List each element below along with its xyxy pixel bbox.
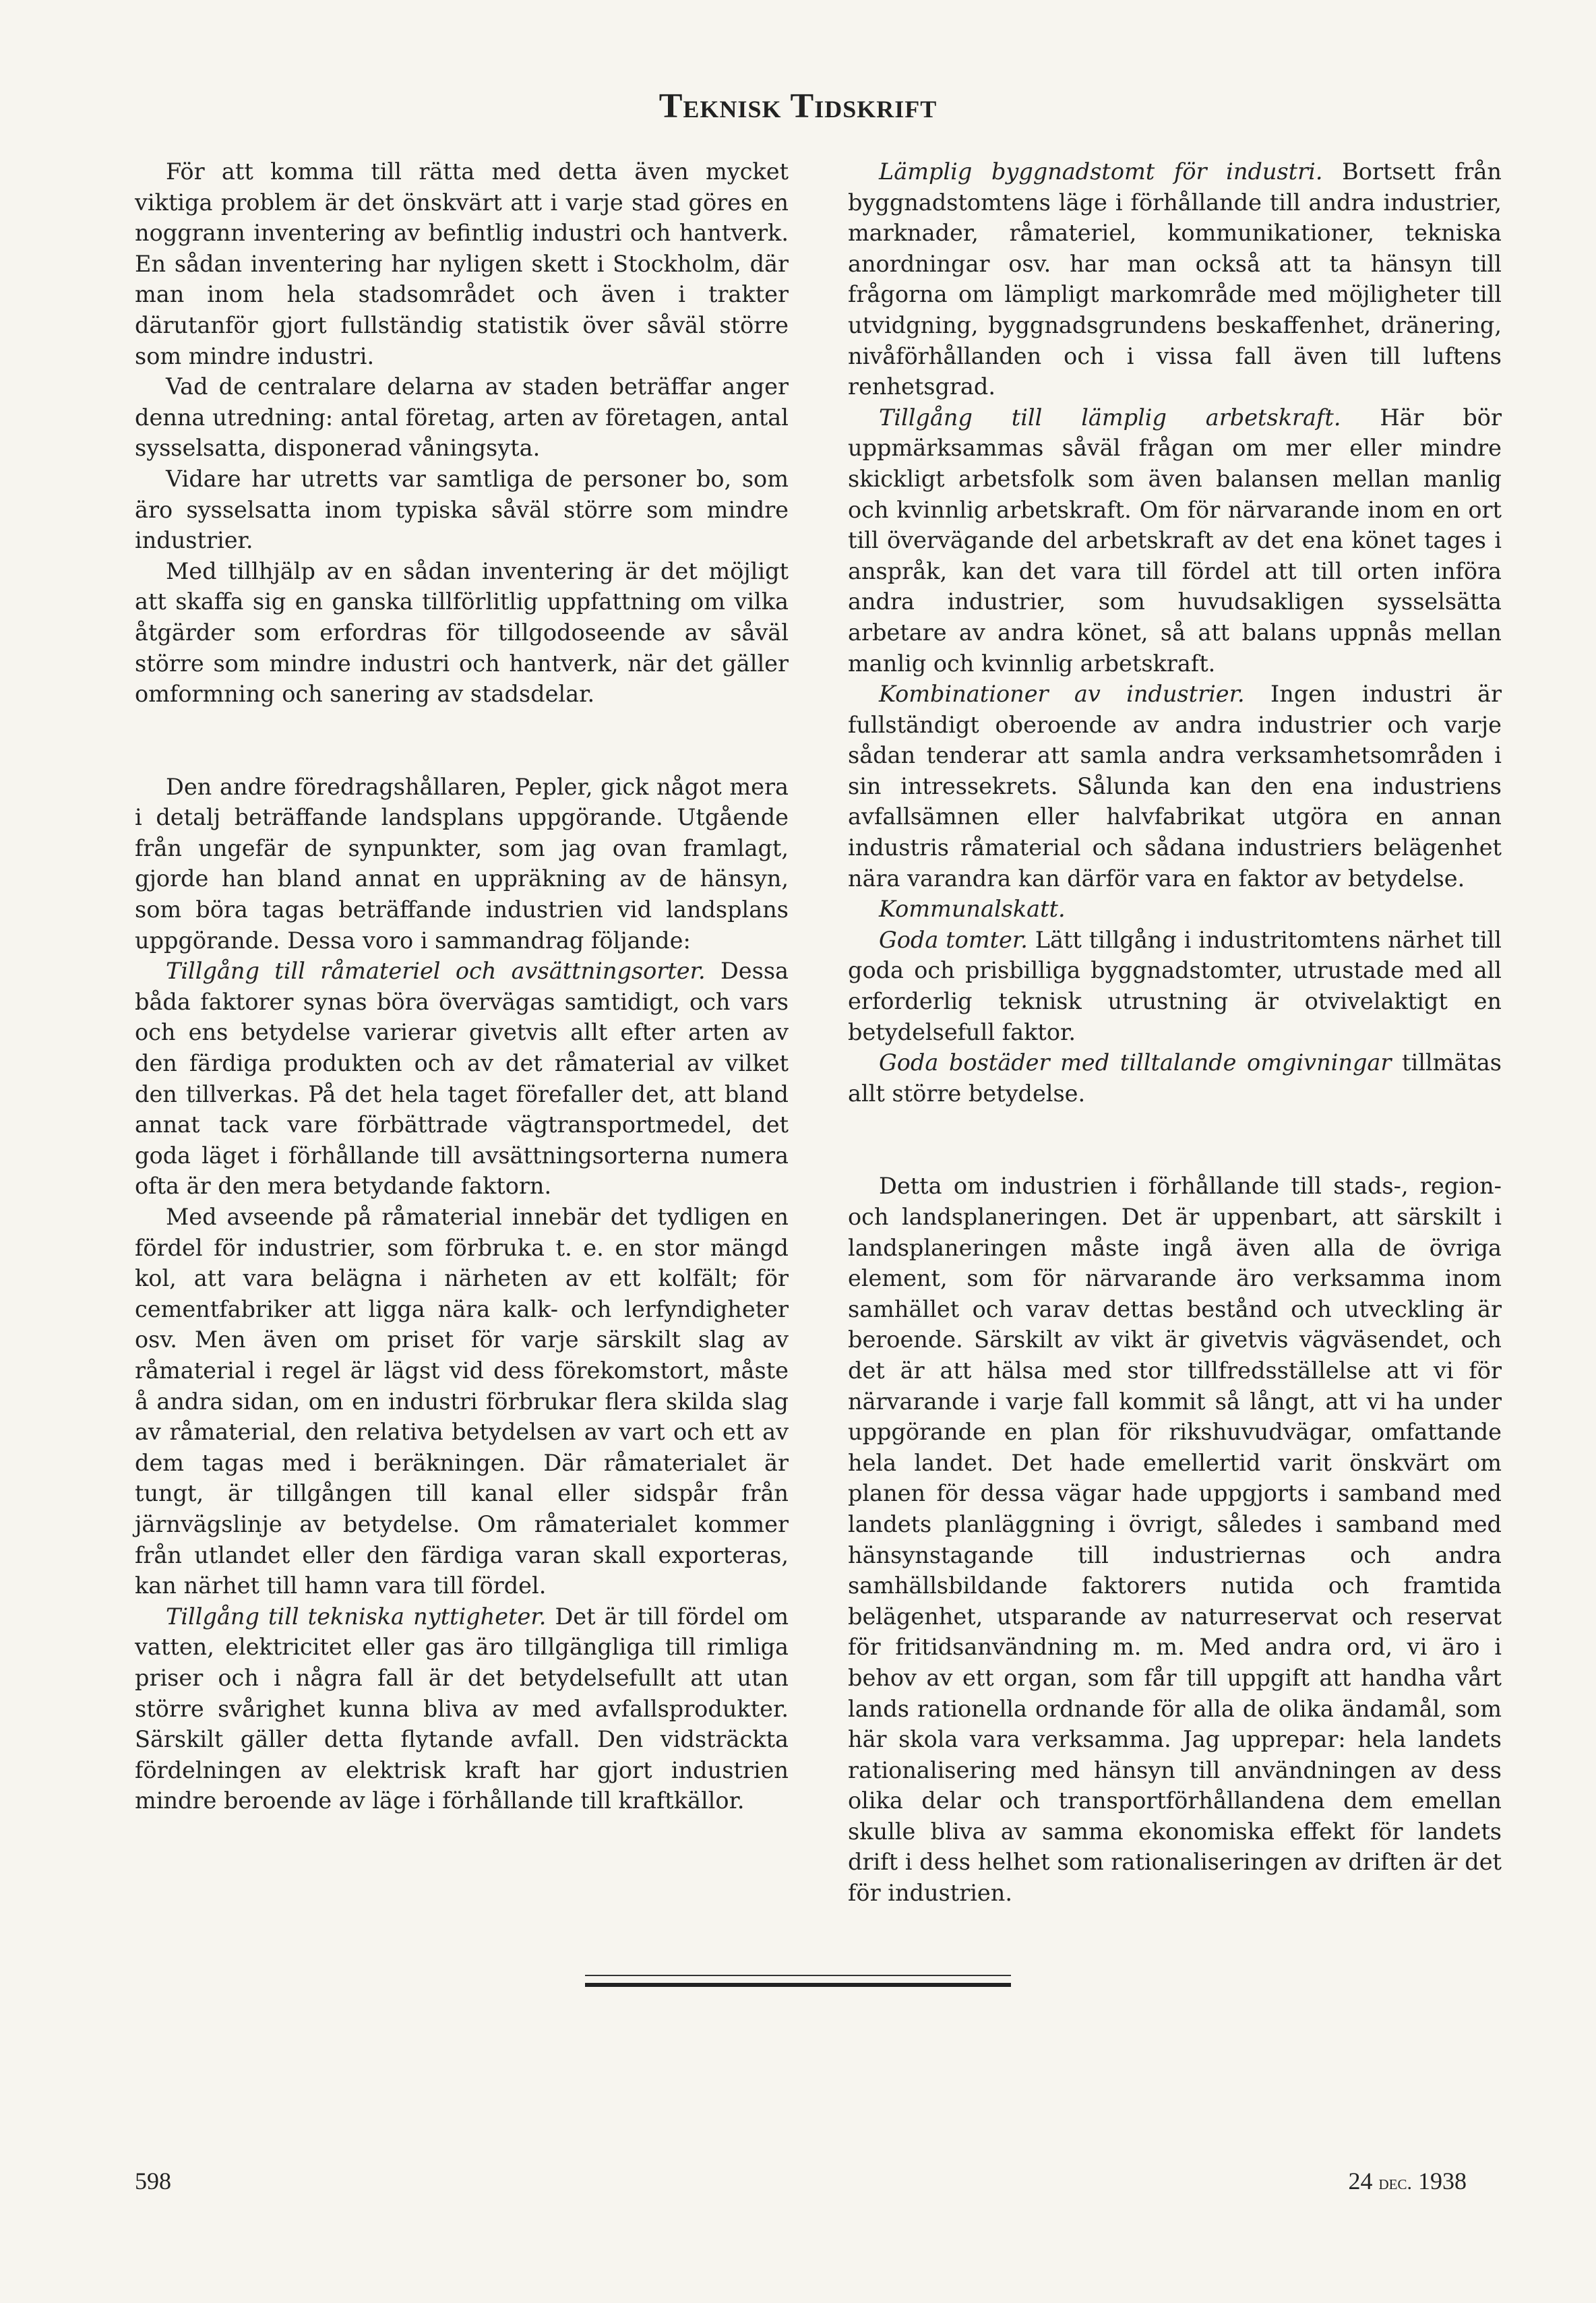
paragraph-text: Med tillhjälp av en sådan inventering är det möjligt att skaffa sig en ganska tillförlitlig uppfattning om vilka åtgärder som erfordras för tillgodoseende av såväl större som mindre industri och hantverk, när det gäller omformning och sanering av stadsdelar.	[135, 557, 789, 708]
issue-date	[1349, 2167, 1467, 2195]
paragraph	[848, 679, 1502, 894]
paragraph-text: Bortsett från byggnadstomtens läge i förhållande till andra industrier, marknader, råmateriel, kommunikationer, tekniska anordningar osv. har man också att ta hänsyn till frågorna om lämpligt markområde med möjligheter till utvidgning, byggnadsgrundens beskaffenhet, dränering, nivåförhållanden och i vissa fall även till luftens renhetsgrad.	[848, 158, 1502, 400]
left-column	[135, 156, 789, 1816]
paragraph	[848, 156, 1502, 402]
paragraph-text: Det är till fördel om vatten, elektricitet eller gas äro tillgängliga till rimliga priser och i några fall är det betydelsefullt att utan större svårighet kunna bliva av med avfallsprodukter. Särskilt gäller detta flytande avfall. Den vidsträckta fördelningen av elektrisk kraft har gjort industrien mindre beroende av läge i förhållande till kraftkällor.	[135, 1603, 789, 1814]
paragraph	[848, 1171, 1502, 1908]
paragraph-lead: Lämplig byggnadstomt för industri.	[879, 158, 1323, 185]
paragraph	[848, 925, 1502, 1047]
paragraph-lead: Goda tomter.	[879, 926, 1028, 953]
paragraph-lead: Kommunalskatt.	[879, 896, 1066, 923]
paragraph-lead: Tillgång till råmateriel och avsättningsorter.	[166, 958, 706, 985]
issue-date-year: 1938	[1418, 2168, 1467, 2194]
paragraph-text: tillmätas allt större betydelse.	[848, 1049, 1502, 1107]
divider-thick-line	[585, 1983, 1011, 1987]
paragraph-text: Ingen industri är fullständigt oberoende av andra industrier och varje sådan tenderar att samla andra verksamhetsområden i sin intressekrets. Sålunda kan den ena industriens avfallsämnen eller halvfabrikat utgöra en annan industris råmaterial och sådana industriers belägenhet nära varandra kan därför vara en faktor av betydelse.	[848, 681, 1502, 892]
paragraph-text: Med avseende på råmaterial innebär det tydligen en fördel för industrier, som förbruka t. e. en stor mängd kol, att vara belägna i närheten av ett kolfält; för cementfabriker att ligga nära kalk- och lerfyndigheter osv. Men även om priset för varje särskilt slag av råmaterial i regel är lägst vid dess förekomstort, måste å andra sidan, om en industri förbrukar flera skilda slag av råmaterial, den relativa betydelsen av vart och ett av dem tagas med i beräkningen. Där råmaterialet är tungt, är tillgången till kanal eller sidspår från järnvägslinje av betydelse. Om råmaterialet kommer från utlandet eller den färdiga varan skall exporteras, kan närhet till hamn vara till fördel.	[135, 1204, 789, 1599]
section-divider	[585, 1975, 1011, 1987]
paragraph	[135, 956, 789, 1202]
paragraph	[135, 556, 789, 710]
right-column	[848, 156, 1502, 1909]
paragraph-text: Den andre föredragshållaren, Pepler, gick något mera i detalj beträffande landsplans uppgörande. Utgående från ungefär de synpunkter, som jag ovan framlagt, gjorde han bland annat en uppräkning av de hänsyn, som böra tagas beträffande industrien vid landsplans uppgörande. Dessa voro i sammandrag följande:	[135, 773, 789, 954]
paragraph	[848, 894, 1502, 925]
paragraph-text: För att komma till rätta med detta även mycket viktiga problem är det önskvärt att i varje stad göres en noggrann inventering av befintlig industri och hantverk. En sådan inventering har nyligen skett i Stockholm, där man inom hela stadsområdet och även i trakter därutanför gjort fullständig statistik över såväl större som mindre industri.	[135, 158, 789, 369]
paragraph	[135, 464, 789, 556]
paragraph-lead: Tillgång till lämplig arbetskraft.	[879, 404, 1341, 431]
paragraph	[135, 1202, 789, 1601]
page-number: 598	[135, 2168, 171, 2194]
paragraph-text: Vidare har utretts var samtliga de personer bo, som äro sysselsatta inom typiska såväl större som mindre industrier.	[135, 465, 789, 554]
paragraph-lead: Goda bostäder med tilltalande omgivningar	[879, 1049, 1392, 1076]
paragraph-text: Detta om industrien i förhållande till stads-, region- och landsplaneringen. Det är uppenbart, att särskilt i landsplaneringen måste ingå även alla de övriga element, som för närvarande äro verksamma inom samhället och varav dettas bestånd och utveckling är beroende. Särskilt av vikt är givetvis vägväsendet, och det är att hälsa med stor tillfredsställelse att vi för närvarande i varje fall kommit så långt, att vi ha under uppgörande en plan för rikshuvudvägar, omfattande hela landet. Det hade emellertid varit önskvärt om planen för dessa vägar hade uppgjorts i samband med landets planläggning i övrigt, således i samband med hänsynstagande till industriernas och andra samhällsbildande faktorers nutida och framtida belägenhet, utsparande av naturreservat och reservat för fritidsanvändning m. m. Med andra ord, vi äro i behov av ett organ, som får till uppgift att handha vårt lands rationella ordnande för alla de olika ändamål, som här skola vara verksamma. Jag upprepar: hela landets rationalisering med hänsyn till användningen av dess olika delar och transportförhållandena dem emellan skulle bliva av samma ekonomiska effekt för landets drift i dess helhet som rationaliseringen av driften är det för industrien.	[848, 1173, 1502, 1907]
paragraph	[848, 1047, 1502, 1109]
divider-thin-line	[585, 1975, 1011, 1976]
paragraph	[135, 156, 789, 371]
paragraph	[135, 1601, 789, 1816]
paragraph-text: Dessa båda faktorer synas böra övervägas samtidigt, och vars och ens betydelse varierar givetvis allt efter arten av den färdiga produkten och av det råmaterial av vilket den tillverkas. På det hela taget förefaller det, att bland annat tack vare förbättrade vägtransportmedel, det goda läget i förhållande till avsättningsorterna numera ofta är den mera betydande faktorn.	[135, 958, 789, 1200]
paragraph	[135, 371, 789, 464]
paragraph-lead: Tillgång till tekniska nyttigheter.	[166, 1603, 547, 1630]
paragraph-text: Vad de centralare delarna av staden beträffar anger denna utredning: antal företag, arten av företagen, antal sysselsatta, disponerad våningsyta.	[135, 373, 789, 462]
paragraph-text: Lätt tillgång i industritomtens närhet till goda och prisbilliga byggnadstomter, utrustade med all erforderlig teknisk utrustning är otvivelaktigt en betydelsefull faktor.	[848, 926, 1502, 1045]
paragraph	[135, 772, 789, 956]
paragraph-text: Här bör uppmärksammas såväl frågan om mer eller mindre skickligt arbetsfolk som även balansen mellan manlig och kvinnlig arbetskraft. Om för närvarande inom en ort till övervägande del arbetskraft av det ena könet tages i anspråk, kan det vara till fördel att till orten införa andra industrier, som huvudsakligen sysselsätta arbetare av andra könet, så att balans uppnås mellan manlig och kvinnlig arbetskraft.	[848, 404, 1502, 677]
journal-title: Teknisk Tidskrift	[658, 87, 938, 125]
paragraph-lead: Kombinationer av industrier.	[879, 681, 1245, 708]
issue-date-day: 24	[1348, 2168, 1373, 2194]
paragraph	[848, 402, 1502, 679]
issue-date-month: dec.	[1378, 2172, 1412, 2194]
